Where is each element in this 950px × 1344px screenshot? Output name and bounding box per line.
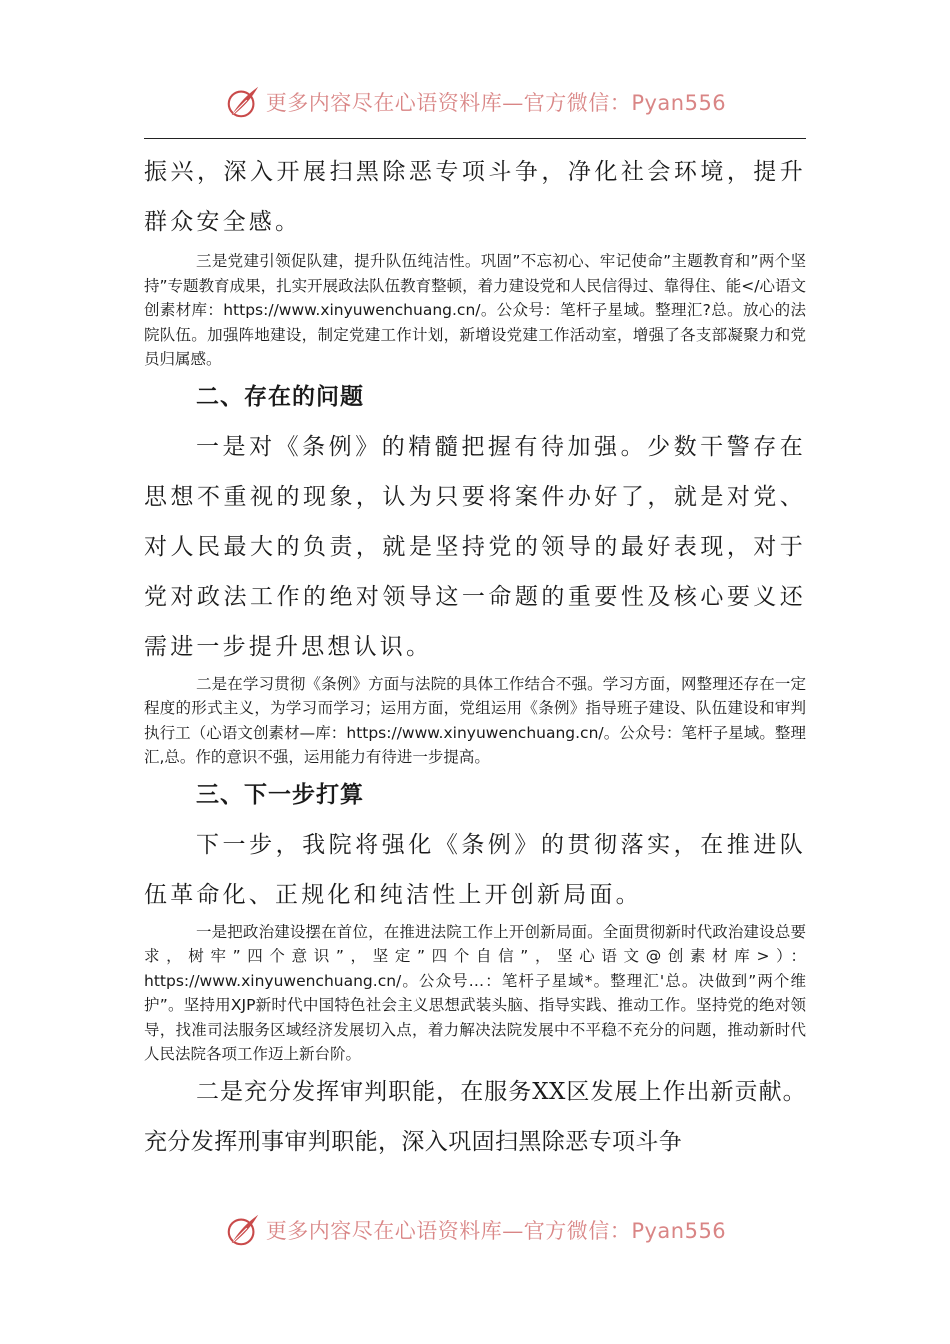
paragraph-party-building: 三是党建引领促队建，提升队伍纯洁性。巩固”不忘初心、牢记使命”主题教育和”两个坚持”专题教育成果，扎实开展政法队伍教育整顿，着力建设党和人民信得过、靠得住、能</心语文创素材库：https://www.xinyuwenchuang.cn/。公众号：笔杆子星域。整理汇?总。放心的法院队伍。加强阵地建设，制定党建工作计划，新增设党建工作活动室，增强了各支部凝聚力和党员归属感。 <box>144 252 806 368</box>
paragraph-political-building: 一是把政治建设摆在首位，在推进法院工作上开创新局面。全面贯彻新时代政治建设总要求，树牢”四个意识”，坚定”四个自信”，坚心语文@创素材库>）：https://www.xinyuwenchuang.cn/。公众号…：笔杆子星域*。整理汇'总。决做到”两个维护”。坚持用XJP新时代中国特色社会主义思想武装头脑、指导实践、推动工作。坚持党的绝对领导，找准司法服务区域经济发展切入点，着力解决法院发展中不平稳不充分的问题，推动新时代人民法院各项工作迈上新台阶。 <box>144 922 806 1063</box>
banner-text: 更多内容尽在心语资料库—官方微信：Pyan556 <box>265 1219 727 1243</box>
section-heading-next-steps: 三、下一步打算 <box>196 781 364 808</box>
paragraph-next-steps-intro: 下一步，我院将强化《条例》的贯彻落实，在推进队伍革命化、正规化和纯洁性上开创新局面。 <box>144 831 806 908</box>
paragraph-problem-one: 一是对《条例》的精髓把握有待加强。少数干警存在思想不重视的现象，认为只要将案件办好了，就是对党、对人民最大的负责，就是坚持党的领导的最好表现，对于党对政法工作的绝对领导这一命题的重要性及核心要义还需进一步提升思想认识。 <box>144 433 806 660</box>
feather-pen-icon <box>224 83 262 121</box>
footer-banner <box>0 1210 950 1250</box>
feather-pen-icon <box>224 1211 262 1249</box>
paragraph-continuation: 振兴，深入开展扫黑除恶专项斗争，净化社会环境，提升群众安全感。 <box>144 159 806 235</box>
banner-text: 更多内容尽在心语资料库—官方微信：Pyan556 <box>265 91 727 115</box>
header-rule <box>144 138 806 139</box>
paragraph-problem-two: 二是在学习贯彻《条例》方面与法院的具体工作结合不强。学习方面，网整理还存在一定程度的形式主义，为学习而学习；运用方面，党组运用《条例》指导班子建设、队伍建设和审判执行工（心语文创素材—库：https://www.xinyuwenchuang.cn/。公众号：笔杆子星域。整理汇,总。作的意识不强，运用能力有待进一步提高。 <box>144 674 806 766</box>
section-heading-problems: 二、存在的问题 <box>196 383 364 410</box>
document-body <box>144 147 806 1167</box>
paragraph-trial-function: 二是充分发挥审判职能，在服务XX区发展上作出新贡献。充分发挥刑事审判职能，深入巩固扫黑除恶专项斗争 <box>144 1078 806 1155</box>
header-banner <box>0 82 950 122</box>
